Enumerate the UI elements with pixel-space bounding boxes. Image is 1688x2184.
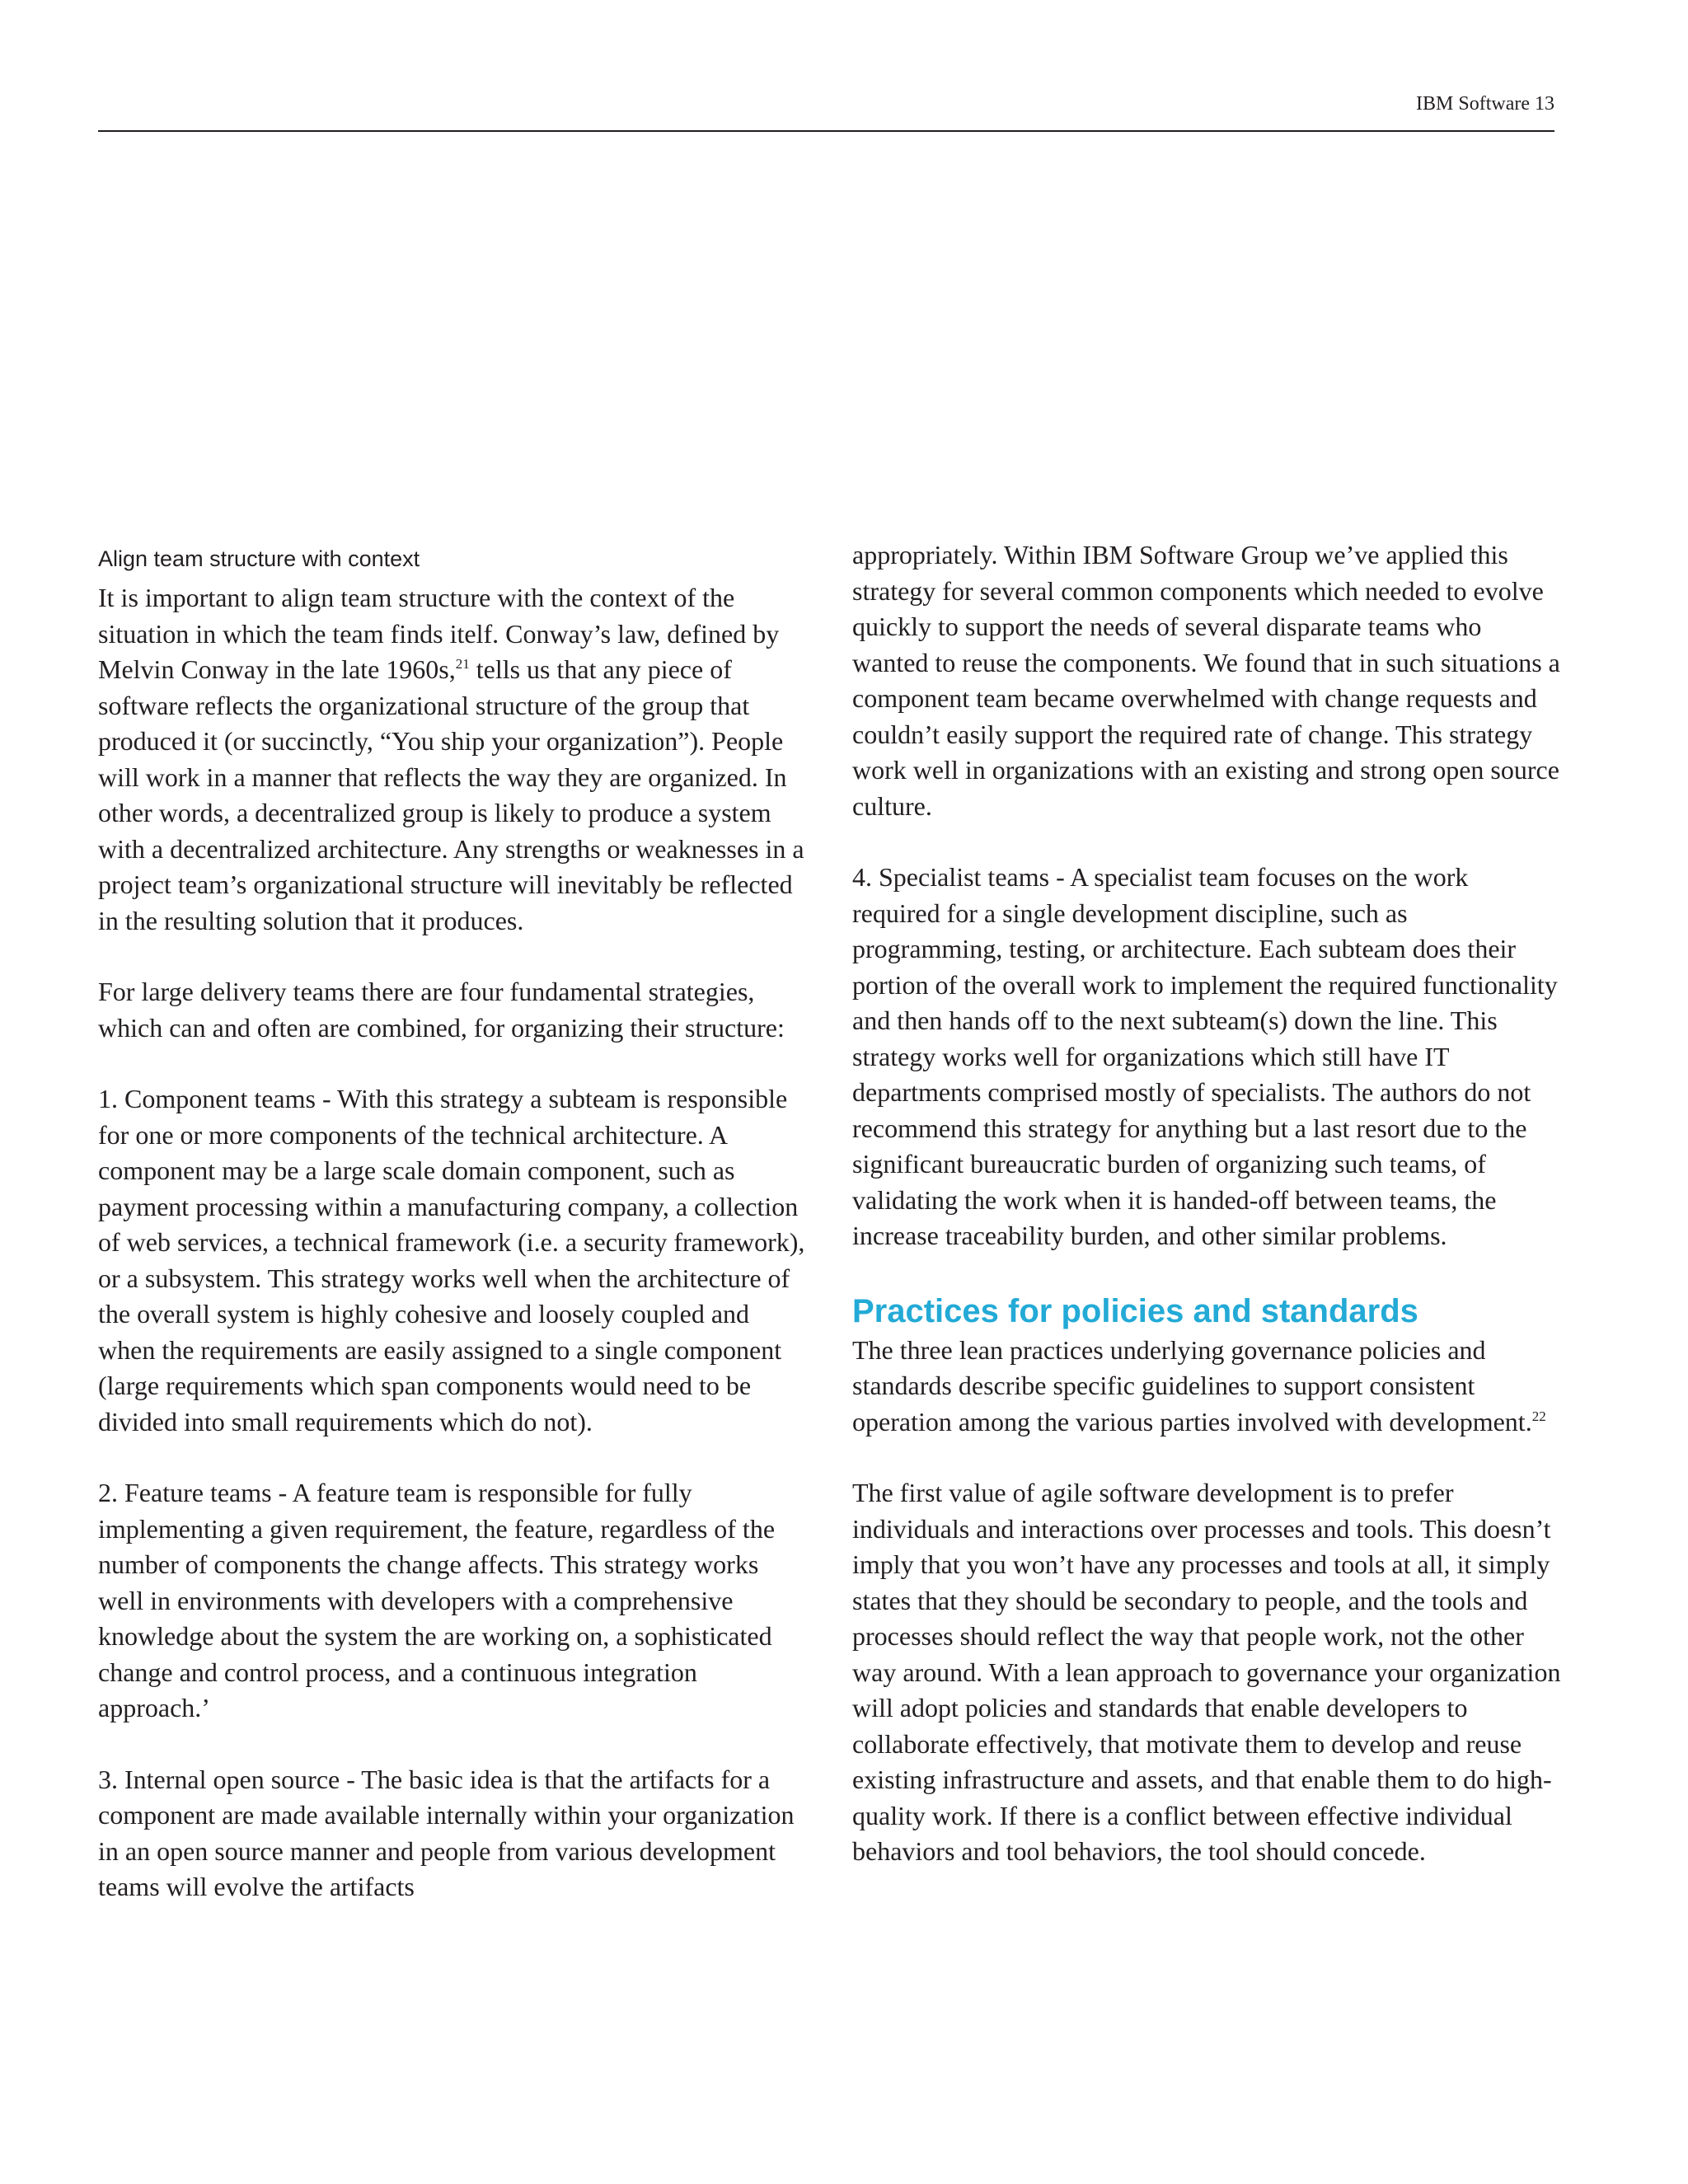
paragraph-agile-value: The first value of agile software development is to prefer individuals and interactions over processes and tools. This doesn’t imply that you won’t have any processes and tools at all, it simply states that they should be secondary to people, and the tools and processes should reflect the way that people work, not the other way around. With a lean approach to governance your organization will adopt policies and standards that enable developers to collaborate effectively, that motivate them to develop and reuse existing infrastructure and assets, and that enable them to do high-quality work. If there is a conflict between effective individual behaviors and tool behaviors, the tool should concede. xyxy=(852,1478,1561,1866)
paragraph-text: tells us that any piece of software reflects the organizational structure of the group that produced it (or succinctly, “You ship your organization”). People will work in a manner that reflects the way they are organized. In other words, a decentralized group is likely to produce a system with a decentralized architecture. Any strengths or weaknesses in a project team’s organizational structure will inevitably be reflected in the resulting solution that it produces. xyxy=(98,654,804,935)
paragraph-open-source-continued: appropriately. Within IBM Software Group we’ve applied this strategy for several common components which needed to evolve quickly to support the needs of several disparate teams who wanted to reuse the components. We found that in such situations a component team became overwhelmed with change requests and couldn’t easily support the required rate of change. This strategy work well in organizations with an existing and strong open source culture. xyxy=(852,540,1560,821)
footnote-ref-21: 21 xyxy=(455,656,470,673)
paragraph-feature-teams: 2. Feature teams - A feature team is responsible for fully implementing a given requirement, the feature, regardless of the number of components the change affects. This strategy works well in environments with developers with a comprehensive knowledge about the system the are working on, a sophisticated change and control process, and a continuous integration approach.’ xyxy=(98,1478,776,1722)
running-head: IBM Software 13 xyxy=(1416,93,1554,115)
paragraph-internal-open-source: 3. Internal open source - The basic idea is that the artifacts for a component are made available internally within your organization in an open source manner and people from various development teams will evolve the artifacts xyxy=(98,1764,795,1901)
subhead-align-team: Align team structure with context xyxy=(98,546,420,571)
paragraph-lean-practices xyxy=(852,1333,1561,1441)
footnote-ref-22: 22 xyxy=(1531,1408,1546,1424)
paragraph-four-strategies: For large delivery teams there are four fundamental strategies, which can and often are combined, for organizing their structure: xyxy=(98,977,785,1043)
section-heading-policies: Practices for policies and standards xyxy=(852,1292,1418,1329)
right-column xyxy=(852,537,1561,1905)
left-column xyxy=(98,537,807,1941)
paragraph-text: It is important to align team structure with the context of the situation in which the team finds itelf. Conway’s law, defined by Melvin Conway in the late 1960s, xyxy=(98,583,780,684)
paragraph-component-teams: 1. Component teams - With this strategy a subteam is responsible for one or more components of the technical architecture. A component may be a large scale domain component, such as payment processing within a manufacturing company, a collection of web services, a technical framework (i.e. a security framework), or a subsystem. This strategy works well when the architecture of the overall system is highly cohesive and loosely coupled and when the requirements are easily assigned to a single component (large requirements which span components would need to be divided into small requirements which do not). xyxy=(98,1084,805,1436)
paragraph-text: The three lean practices underlying governance policies and standards describe specific guidelines to support consistent operation among the various parties involved with development. xyxy=(852,1334,1532,1436)
paragraph-specialist-teams: 4. Specialist teams - A specialist team focuses on the work required for a single development discipline, such as programming, testing, or architecture. Each subteam does their portion of the overall work to implement the required functionality and then hands off to the next subteam(s) down the line. This strategy works well for organizations which still have IT departments comprised mostly of specialists. The authors do not recommend this strategy for anything but a last resort due to the significant bureaucratic burden of organizing such teams, of validating the work when it is handed-off between teams, the increase traceability burden, and other similar problems. xyxy=(852,862,1558,1250)
paragraph-conways-law xyxy=(98,580,807,939)
header-rule xyxy=(98,130,1554,132)
